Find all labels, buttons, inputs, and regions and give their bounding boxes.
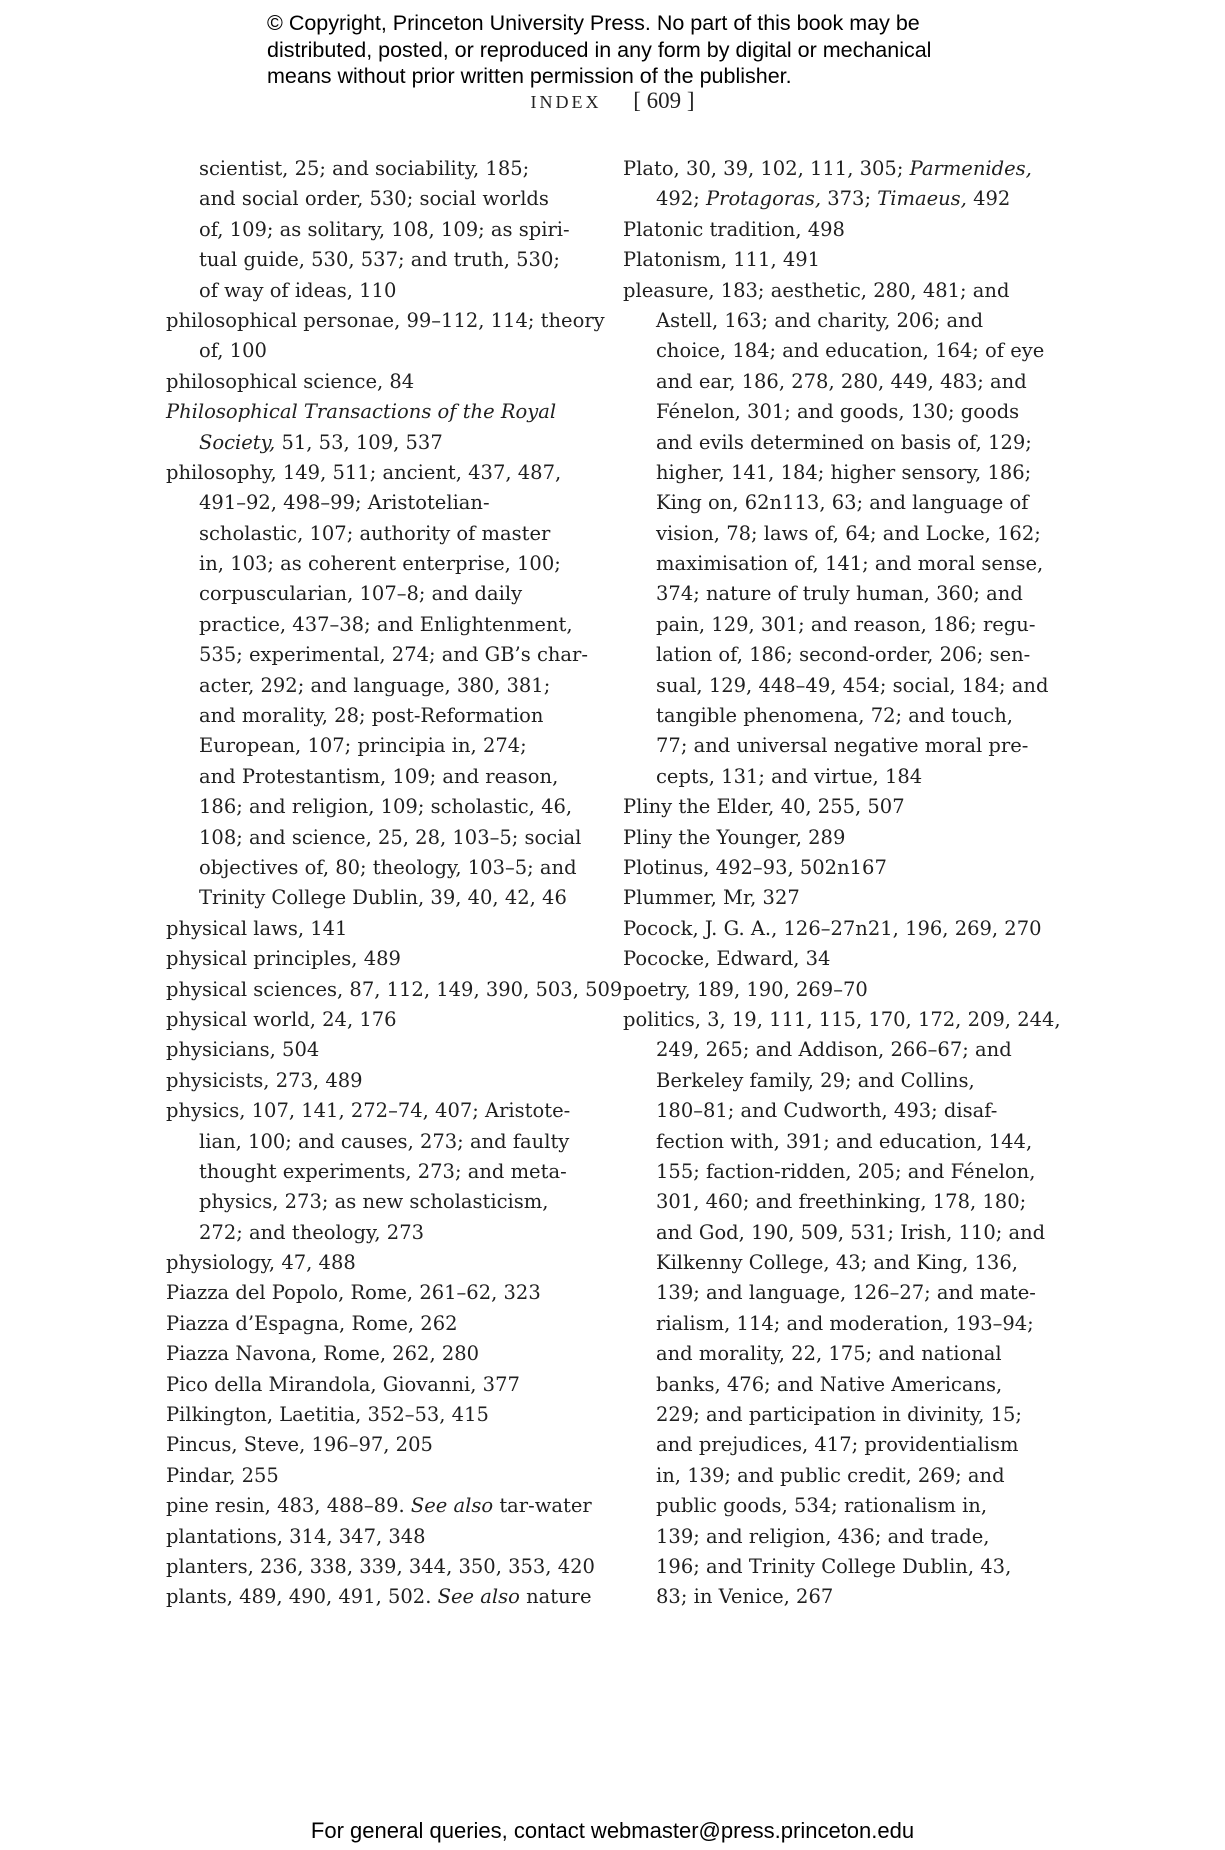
index-subentry-line: [166, 1127, 596, 1157]
copyright-notice: [267, 10, 1007, 90]
entry-text: and morality, 28; post-Reformation: [199, 704, 544, 728]
entry-text: European, 107; principia in, 274;: [199, 734, 527, 758]
entry-text: 249, 265; and Addison, 266–67; and: [656, 1038, 1012, 1062]
index-subentry-line: [166, 671, 596, 701]
entry-text: Platonic tradition, 498: [623, 217, 845, 241]
entry-text: Plotinus, 492–93, 502n167: [623, 855, 887, 879]
entry-text: tar-water: [493, 1494, 592, 1518]
index-entry-line: [166, 1248, 596, 1278]
italic-text: Protagoras,: [706, 187, 822, 211]
index-entry-line: [623, 944, 1053, 974]
index-subentry-line: [166, 610, 596, 640]
index-subentry-line: [623, 671, 1053, 701]
entry-text: 77; and universal negative moral pre-: [656, 734, 1029, 758]
entry-text: pleasure, 183; aesthetic, 280, 481; and: [623, 278, 1010, 302]
entry-text: politics, 3, 19, 111, 115, 170, 172, 209, 244,: [623, 1007, 1061, 1031]
italic-text: Parmenides,: [909, 157, 1032, 180]
entry-text: 492;: [656, 187, 706, 211]
entry-text: 373;: [821, 187, 878, 211]
index-subentry-line: [623, 1278, 1053, 1308]
entry-text: banks, 476; and Native Americans,: [656, 1372, 1003, 1396]
index-subentry-line: [623, 610, 1053, 640]
entry-text: philosophy, 149, 511; ancient, 437, 487,: [166, 460, 562, 484]
index-column-right: [623, 154, 1061, 1613]
index-subentry-line: [623, 1339, 1053, 1369]
entry-text: Astell, 163; and charity, 206; and: [656, 308, 984, 332]
entry-text: and morality, 22, 175; and national: [656, 1342, 1002, 1366]
index-entry-line: [623, 276, 1053, 306]
entry-text: Pliny the Elder, 40, 255, 507: [623, 795, 905, 819]
index-entry-line: [166, 1461, 596, 1491]
entry-text: plants, 489, 490, 491, 502.: [166, 1585, 438, 1609]
index-subentry-line: [166, 519, 596, 549]
entry-text: corpuscularian, 107–8; and daily: [199, 582, 523, 606]
index-subentry-line: [623, 1461, 1053, 1491]
entry-text: Pindar, 255: [166, 1463, 279, 1487]
index-entry-line: [166, 1096, 596, 1126]
entry-text: 492: [966, 187, 1011, 211]
entry-text: 139; and religion, 436; and trade,: [656, 1524, 990, 1548]
index-subentry-line: [623, 1187, 1053, 1217]
entry-text: Pocock, J. G. A., 126–27n21, 196, 269, 270: [623, 916, 1042, 940]
entry-text: 155; faction-ridden, 205; and Fénelon,: [656, 1159, 1036, 1183]
entry-text: thought experiments, 273; and meta-: [199, 1159, 567, 1183]
entry-text: objectives of, 80; theology, 103–5; and: [199, 855, 577, 879]
entry-text: Piazza d’Espagna, Rome, 262: [166, 1311, 458, 1335]
index-subentry-line: [166, 640, 596, 670]
index-entry-line: [166, 1370, 596, 1400]
index-subentry-line: [166, 245, 596, 275]
entry-text: and prejudices, 417; providentialism: [656, 1433, 1019, 1457]
entry-text: physics, 107, 141, 272–74, 407; Aristote-: [166, 1099, 571, 1123]
index-entry-line: [623, 215, 1053, 245]
index-subentry-line: [623, 549, 1053, 579]
entry-text: 83; in Venice, 267: [656, 1585, 834, 1609]
index-entry-line: [166, 367, 596, 397]
entry-text: physical principles, 489: [166, 947, 401, 971]
entry-text: Pico della Mirandola, Giovanni, 377: [166, 1372, 520, 1396]
entry-text: tual guide, 530, 537; and truth, 530;: [199, 248, 560, 272]
index-subentry-line: [623, 184, 1053, 214]
entry-text: Plato, 30, 39, 102, 111, 305;: [623, 157, 910, 180]
index-entry-line: [623, 975, 1053, 1005]
entry-text: pain, 129, 301; and reason, 186; regu-: [656, 612, 1036, 636]
index-subentry-line: [166, 276, 596, 306]
index-subentry-line: [623, 428, 1053, 458]
entry-text: Pococke, Edward, 34: [623, 947, 831, 971]
entry-text: Piazza del Popolo, Rome, 261–62, 323: [166, 1281, 541, 1305]
index-subentry-line: [166, 549, 596, 579]
entry-text: of way of ideas, 110: [199, 278, 397, 302]
italic-text: See also: [410, 1494, 494, 1518]
entry-text: and evils determined on basis of, 129;: [656, 430, 1032, 454]
index-subentry-line: [166, 215, 596, 245]
index-entry-line: [623, 914, 1053, 944]
entry-text: and social order, 530; social worlds: [199, 187, 549, 211]
entry-text: Pliny the Younger, 289: [623, 825, 846, 849]
entry-text: Fénelon, 301; and goods, 130; goods: [656, 400, 1020, 424]
entry-text: 51, 53, 109, 537: [275, 430, 443, 454]
entry-text: 229; and participation in divinity, 15;: [656, 1403, 1022, 1427]
entry-text: Platonism, 111, 491: [623, 248, 821, 272]
copyright-line: means without prior written permission of the publisher.: [267, 64, 792, 88]
index-entry-line: [166, 944, 596, 974]
index-entry-line: [166, 1339, 596, 1369]
index-entry-line: [623, 853, 1053, 883]
italic-text: See also: [437, 1585, 520, 1609]
entry-text: philosophical science, 84: [166, 369, 415, 393]
index-entry-line: [166, 397, 596, 427]
entry-text: physical laws, 141: [166, 916, 348, 940]
index-subentry-line: [623, 1157, 1053, 1187]
entry-text: maximisation of, 141; and moral sense,: [656, 552, 1044, 576]
italic-text: Philosophical Transactions of the Royal: [166, 400, 557, 424]
index-subentry-line: [623, 579, 1053, 609]
entry-text: philosophical personae, 99–112, 114; theory: [166, 308, 605, 332]
entry-text: choice, 184; and education, 164; of eye: [656, 339, 1045, 363]
entry-text: Trinity College Dublin, 39, 40, 42, 46: [199, 886, 567, 910]
entry-text: 272; and theology, 273: [199, 1220, 425, 1244]
index-entry-line: [623, 154, 1053, 184]
index-subentry-line: [623, 1218, 1053, 1248]
index-entry-line: [166, 1552, 596, 1582]
entry-text: and God, 190, 509, 531; Irish, 110; and: [656, 1220, 1046, 1244]
entry-text: physics, 273; as new scholasticism,: [199, 1190, 549, 1214]
entry-text: Plummer, Mr, 327: [623, 886, 800, 910]
index-subentry-line: [623, 1430, 1053, 1460]
index-subentry-line: [623, 1370, 1053, 1400]
entry-text: and Protestantism, 109; and reason,: [199, 764, 559, 788]
entry-text: practice, 437–38; and Enlightenment,: [199, 612, 573, 636]
italic-text: Timaeus,: [877, 187, 967, 211]
index-entry-line: [166, 306, 605, 336]
entry-text: 108; and science, 25, 28, 103–5; social: [199, 825, 582, 849]
index-entry-line: [166, 1582, 596, 1612]
index-subentry-line: [623, 1066, 1053, 1096]
entry-text: 139; and language, 126–27; and mate-: [656, 1281, 1036, 1305]
entry-text: plantations, 314, 347, 348: [166, 1524, 426, 1548]
entry-text: higher, 141, 184; higher sensory, 186;: [656, 460, 1032, 484]
entry-text: 180–81; and Cudworth, 493; disaf-: [656, 1099, 998, 1123]
index-entry-line: [166, 1035, 596, 1065]
entry-text: Pincus, Steve, 196–97, 205: [166, 1433, 433, 1457]
index-subentry-line: [623, 488, 1053, 518]
index-entry-line: [166, 458, 596, 488]
entry-text: 186; and religion, 109; scholastic, 46,: [199, 795, 573, 819]
index-entry-line: [623, 245, 1053, 275]
entry-text: physical world, 24, 176: [166, 1007, 397, 1031]
entry-text: Piazza Navona, Rome, 262, 280: [166, 1342, 480, 1366]
index-entry-line: [166, 1005, 596, 1035]
index-subentry-line: [166, 1187, 596, 1217]
copyright-line: © Copyright, Princeton University Press. No part of this book may be: [267, 11, 920, 35]
entry-text: physical sciences, 87, 112, 149, 390, 503, 509: [166, 977, 623, 1001]
index-subentry-line: [623, 1035, 1053, 1065]
entry-text: Pilkington, Laetitia, 352–53, 415: [166, 1403, 489, 1427]
index-subentry-line: [623, 1491, 1053, 1521]
index-subentry-line: [623, 519, 1053, 549]
entry-text: cepts, 131; and virtue, 184: [656, 764, 923, 788]
entry-text: scientist, 25; and sociability, 185;: [199, 157, 530, 180]
index-subentry-line: [623, 1248, 1053, 1278]
index-entry-line: [623, 1005, 1061, 1035]
index-subentry-line: [166, 731, 596, 761]
entry-text: of, 109; as solitary, 108, 109; as spiri-: [199, 217, 570, 241]
index-column-left: [166, 154, 623, 1613]
index-subentry-line: [623, 397, 1053, 427]
entry-text: in, 139; and public credit, 269; and: [656, 1463, 1005, 1487]
index-subentry-line: [623, 1127, 1053, 1157]
index-subentry-line: [166, 883, 596, 913]
page-number: [ 609 ]: [633, 88, 695, 113]
index-subentry-line: [623, 1522, 1053, 1552]
entry-text: in, 103; as coherent enterprise, 100;: [199, 552, 561, 576]
index-subentry-line: [166, 853, 596, 883]
index-entry-line: [166, 1309, 596, 1339]
index-entry-line: [623, 792, 1053, 822]
entry-text: tangible phenomena, 72; and touch,: [656, 704, 1013, 728]
index-subentry-line: [623, 1096, 1053, 1126]
index-subentry-line: [623, 1400, 1053, 1430]
index-entry-line: [166, 1522, 596, 1552]
index-subentry-line: [166, 701, 596, 731]
index-entry-line: [623, 823, 1053, 853]
index-subentry-line: [623, 336, 1053, 366]
index-subentry-line: [166, 154, 596, 184]
index-subentry-line: [166, 488, 596, 518]
entry-text: of, 100: [199, 339, 267, 363]
index-subentry-line: [166, 792, 596, 822]
index-subentry-line: [166, 823, 596, 853]
entry-text: 374; nature of truly human, 360; and: [656, 582, 1023, 606]
index-subentry-line: [623, 1309, 1053, 1339]
entry-text: pine resin, 483, 488–89.: [166, 1494, 411, 1518]
index-subentry-line: [623, 731, 1053, 761]
running-head: [0, 88, 1225, 114]
copyright-line: distributed, posted, or reproduced in any form by digital or mechanical: [267, 37, 932, 62]
entry-text: 491–92, 498–99; Aristotelian-: [199, 491, 490, 515]
section-title: INDEX: [530, 92, 602, 112]
index-subentry-line: [623, 1552, 1053, 1582]
entry-text: vision, 78; laws of, 64; and Locke, 162;: [656, 521, 1041, 545]
index-entry-line: [166, 1278, 596, 1308]
entry-text: physicians, 504: [166, 1038, 320, 1062]
index-subentry-line: [166, 336, 596, 366]
entry-text: physiology, 47, 488: [166, 1251, 356, 1275]
index-subentry-line: [166, 184, 596, 214]
index-subentry-line: [623, 762, 1053, 792]
index-entry-line: [166, 1066, 596, 1096]
entry-text: 196; and Trinity College Dublin, 43,: [656, 1554, 1012, 1578]
index-subentry-line: [166, 1157, 596, 1187]
index-entry-line: [166, 1400, 596, 1430]
entry-text: scholastic, 107; authority of master: [199, 521, 551, 545]
entry-text: Kilkenny College, 43; and King, 136,: [656, 1251, 1018, 1275]
index-subentry-line: [166, 579, 596, 609]
entry-text: 301, 460; and freethinking, 178, 180;: [656, 1190, 1027, 1214]
index-entry-line: [166, 914, 596, 944]
index-subentry-line: [623, 306, 1053, 336]
index-subentry-line: [166, 1218, 596, 1248]
entry-text: King on, 62n113, 63; and language of: [656, 491, 1029, 515]
entry-text: rialism, 114; and moderation, 193–94;: [656, 1311, 1034, 1335]
index-subentry-line: [623, 1582, 1053, 1612]
entry-text: lation of, 186; second-order, 206; sen-: [656, 643, 1031, 667]
entry-text: lian, 100; and causes, 273; and faulty: [199, 1129, 570, 1153]
entry-text: fection with, 391; and education, 144,: [656, 1129, 1033, 1153]
index-subentry-line: [623, 367, 1053, 397]
entry-text: physicists, 273, 489: [166, 1068, 363, 1092]
italic-text: Society,: [199, 430, 276, 454]
entry-text: acter, 292; and language, 380, 381;: [199, 673, 551, 697]
entry-text: planters, 236, 338, 339, 344, 350, 353, 420: [166, 1554, 595, 1578]
index-subentry-line: [166, 762, 596, 792]
index-entry-line: [166, 1491, 596, 1521]
entry-text: and ear, 186, 278, 280, 449, 483; and: [656, 369, 1027, 393]
entry-text: sual, 129, 448–49, 454; social, 184; and: [656, 673, 1049, 697]
index-subentry-line: [623, 640, 1053, 670]
entry-text: public goods, 534; rationalism in,: [656, 1494, 988, 1518]
index-subentry-line: [623, 701, 1053, 731]
entry-text: 535; experimental, 274; and GB’s char-: [199, 643, 588, 667]
index-entry-line: [166, 1430, 596, 1460]
entry-text: Berkeley family, 29; and Collins,: [656, 1068, 975, 1092]
index-entry-line: [623, 883, 1053, 913]
entry-text: poetry, 189, 190, 269–70: [623, 977, 868, 1001]
index-subentry-line: [166, 428, 596, 458]
index-entry-line: [166, 975, 623, 1005]
footer-contact: For general queries, contact webmaster@press.princeton.edu: [310, 1818, 915, 1843]
index-subentry-line: [623, 458, 1053, 488]
entry-text: nature: [519, 1585, 592, 1609]
